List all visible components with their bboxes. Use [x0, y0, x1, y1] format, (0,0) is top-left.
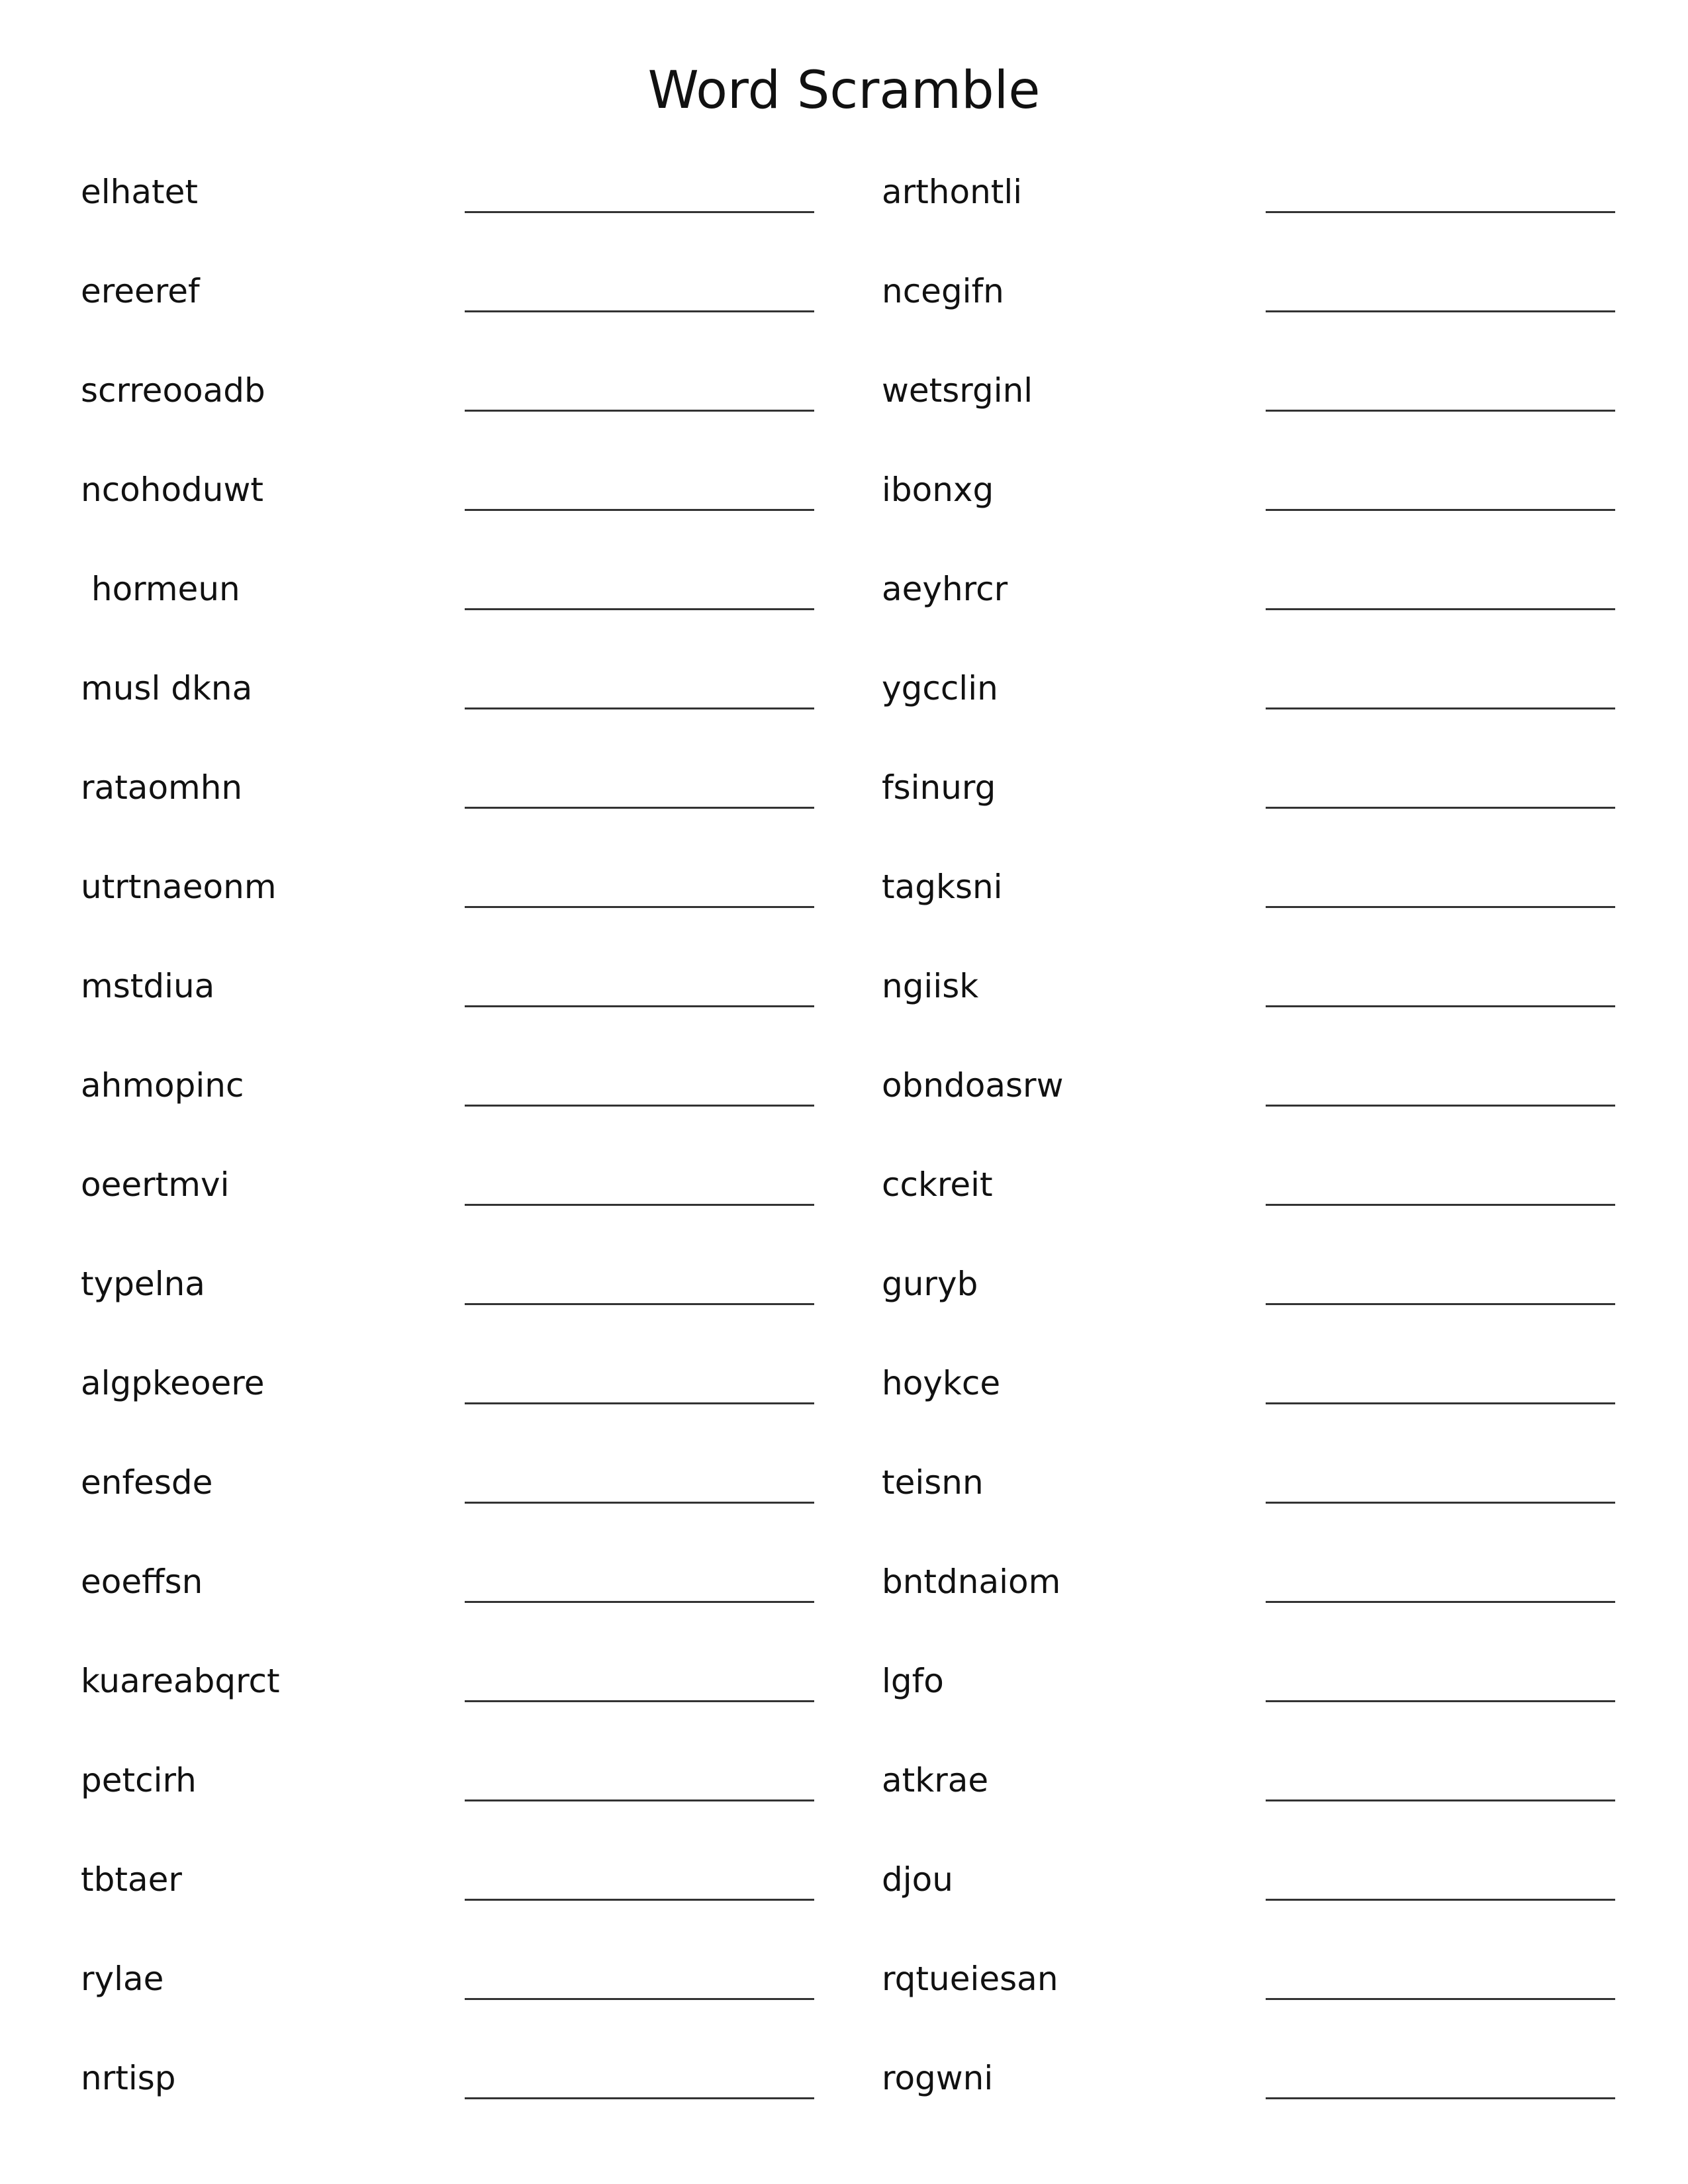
answer-blank[interactable] [465, 1402, 814, 1404]
answer-blank[interactable] [1266, 410, 1615, 412]
answer-blank[interactable] [1266, 1303, 1615, 1305]
scramble-row [882, 261, 1610, 361]
scramble-row [81, 1155, 809, 1254]
scramble-row [81, 559, 809, 659]
scrambled-word: mstdiua [81, 967, 215, 1005]
scrambled-word: kuareabqrct [81, 1662, 280, 1700]
right-word-column [882, 162, 1610, 2148]
scrambled-word: cckreit [882, 1165, 993, 1204]
scramble-row [81, 261, 809, 361]
answer-blank[interactable] [465, 1700, 814, 1702]
scrambled-word: enfesde [81, 1463, 213, 1502]
scramble-row [81, 1651, 809, 1751]
answer-blank[interactable] [1266, 1402, 1615, 1404]
scramble-row [882, 857, 1610, 956]
scramble-row [81, 361, 809, 460]
answer-blank[interactable] [465, 1601, 814, 1603]
scrambled-word: algpkeoere [81, 1364, 265, 1402]
scrambled-word: ncegifn [882, 272, 1004, 310]
scramble-row [81, 460, 809, 559]
answer-blank[interactable] [465, 1899, 814, 1901]
scrambled-word: ibonxg [882, 471, 994, 509]
answer-blank[interactable] [465, 707, 814, 709]
scramble-row [882, 1353, 1610, 1453]
scramble-row [882, 1254, 1610, 1353]
answer-blank[interactable] [1266, 608, 1615, 610]
scramble-row [81, 162, 809, 261]
scramble-row [882, 956, 1610, 1056]
answer-blank[interactable] [465, 509, 814, 511]
scrambled-word: fsinurg [882, 768, 996, 807]
scrambled-word: utrtnaeonm [81, 868, 277, 906]
scramble-row [81, 1949, 809, 2048]
scrambled-word: wetsrginl [882, 371, 1033, 410]
answer-blank[interactable] [1266, 1601, 1615, 1603]
scrambled-word: ngiisk [882, 967, 979, 1005]
scramble-row [81, 659, 809, 758]
answer-blank[interactable] [465, 1303, 814, 1305]
scrambled-word: typelna [81, 1265, 205, 1303]
scrambled-word: arthontli [882, 173, 1023, 211]
scrambled-word: atkrae [882, 1761, 989, 1799]
scramble-row [81, 758, 809, 857]
scramble-row [882, 659, 1610, 758]
scrambled-word: lgfo [882, 1662, 944, 1700]
scrambled-word: tagksni [882, 868, 1003, 906]
scramble-row [882, 1056, 1610, 1155]
scramble-row [81, 1254, 809, 1353]
scrambled-word: djou [882, 1860, 953, 1899]
scramble-row [882, 1751, 1610, 1850]
answer-blank[interactable] [465, 2097, 814, 2099]
scramble-row [81, 1552, 809, 1651]
answer-blank[interactable] [465, 1799, 814, 1801]
left-word-column [81, 162, 809, 2148]
scramble-row [81, 1056, 809, 1155]
answer-blank[interactable] [1266, 906, 1615, 908]
scramble-row [882, 1850, 1610, 1949]
scramble-row [882, 758, 1610, 857]
scrambled-word: bntdnaiom [882, 1563, 1061, 1601]
scrambled-word: nrtisp [81, 2059, 176, 2097]
answer-blank[interactable] [1266, 211, 1615, 213]
scramble-row [81, 1353, 809, 1453]
scrambled-word: guryb [882, 1265, 978, 1303]
answer-blank[interactable] [1266, 707, 1615, 709]
answer-blank[interactable] [465, 1204, 814, 1206]
scrambled-word: obndoasrw [882, 1066, 1064, 1105]
answer-blank[interactable] [465, 1998, 814, 2000]
answer-blank[interactable] [1266, 1899, 1615, 1901]
scrambled-word: oeertmvi [81, 1165, 230, 1204]
answer-blank[interactable] [1266, 1204, 1615, 1206]
answer-blank[interactable] [465, 906, 814, 908]
answer-blank[interactable] [465, 1502, 814, 1504]
scramble-row [81, 857, 809, 956]
scrambled-word: rqtueiesan [882, 1960, 1058, 1998]
scrambled-word: hoykce [882, 1364, 1001, 1402]
answer-blank[interactable] [1266, 2097, 1615, 2099]
answer-blank[interactable] [1266, 1005, 1615, 1007]
scrambled-word: hormeun [81, 570, 240, 608]
scrambled-word: petcirh [81, 1761, 197, 1799]
scrambled-word: eoeffsn [81, 1563, 203, 1601]
scrambled-word: elhatet [81, 173, 198, 211]
scramble-row [81, 2048, 809, 2148]
scrambled-word: rataomhn [81, 768, 243, 807]
scramble-row [882, 1949, 1610, 2048]
scrambled-word: rylae [81, 1960, 164, 1998]
scrambled-word: ncohoduwt [81, 471, 263, 509]
scrambled-word: ahmopinc [81, 1066, 244, 1105]
scrambled-word: aeyhrcr [882, 570, 1008, 608]
answer-blank[interactable] [465, 410, 814, 412]
answer-blank[interactable] [1266, 807, 1615, 809]
answer-blank[interactable] [1266, 1105, 1615, 1107]
scramble-row [882, 2048, 1610, 2148]
page-title: Word Scramble [647, 61, 1041, 120]
scramble-row [882, 361, 1610, 460]
scrambled-word: teisnn [882, 1463, 984, 1502]
answer-blank[interactable] [465, 211, 814, 213]
scramble-row [882, 1552, 1610, 1651]
scramble-row [882, 1155, 1610, 1254]
answer-blank[interactable] [1266, 509, 1615, 511]
scrambled-word: ygcclin [882, 669, 998, 707]
scrambled-word: musl dkna [81, 669, 253, 707]
answer-blank[interactable] [1266, 1799, 1615, 1801]
answer-blank[interactable] [1266, 310, 1615, 312]
scramble-row [81, 956, 809, 1056]
scramble-row [81, 1453, 809, 1552]
answer-blank[interactable] [465, 1105, 814, 1107]
scrambled-word: rogwni [882, 2059, 994, 2097]
answer-blank[interactable] [465, 807, 814, 809]
scramble-row [81, 1850, 809, 1949]
scramble-row [882, 460, 1610, 559]
scramble-row [81, 1751, 809, 1850]
scramble-row [882, 1453, 1610, 1552]
scrambled-word: ereeref [81, 272, 200, 310]
answer-blank[interactable] [465, 608, 814, 610]
answer-blank[interactable] [1266, 1502, 1615, 1504]
scramble-row [882, 1651, 1610, 1751]
scrambled-word: scrreooadb [81, 371, 265, 410]
answer-blank[interactable] [465, 1005, 814, 1007]
scrambled-word: tbtaer [81, 1860, 182, 1899]
answer-blank[interactable] [1266, 1998, 1615, 2000]
answer-blank[interactable] [1266, 1700, 1615, 1702]
answer-blank[interactable] [465, 310, 814, 312]
scramble-row [882, 559, 1610, 659]
scramble-row [882, 162, 1610, 261]
